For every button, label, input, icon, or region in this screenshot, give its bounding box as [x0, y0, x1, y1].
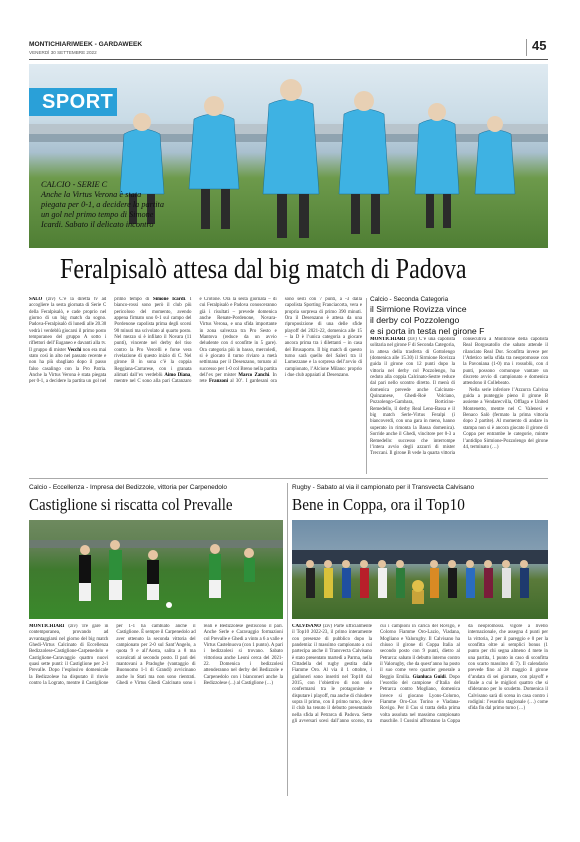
side-title-line-1: il Sirmione Rovizza vince	[370, 304, 467, 314]
photo-caption	[41, 180, 166, 230]
castiglione-kicker: Calcio - Eccellenza - Impresa del Bedizzole, vittoria per Carpenedolo	[29, 484, 227, 491]
bottom-column-divider	[287, 483, 288, 796]
main-dateline: SALÒ	[29, 297, 43, 302]
scorer-name: Simone Icardi	[153, 297, 185, 302]
main-article-body: SALÒ (ziv) C’è la diretta tv ad accogliere la sesta giornata di Serie C della Feralpisalò, e cade proprio nel giorno di un big match da sogno. Padova-Feralpisalò di lunedì alle 20.30 vedrà i verdeblù giocarsi il primo posto temporaneo del gruppo A sotto i riflettori dell’Euganeo e davanti alla tv. Il gruppo di mister Vecchi non era mai stato così in alto nel passato recente e non ha più sbagliato dopo il passo falso casalingo con la Pro Patria. Anche la Virtus Verona è stata piegata per 0-1, a decidere la partita un gol nel primo tempo di Simone Icardi. I bianco-rossi sono però il club più pericoloso del momento, avendo appena firmato uno 0-1 sul campo del Pordenone capolista prima degli scorsi 90 minuti ma scivolato al quarto posto. Nel mezzo si è infilato il Novara (11 punti), vincente nel derby del tiso contro la Pro Vercelli e forse vera rivelazione di questo inizio di C. Nel girone B in sona c’è la coppia Reggiana-Carrarese, con i granata alimati dall’ex verdeblù Aimo Diana, mentre nel C sono alla pari Catanzaro e Crotone. Ora la sesta giornata – di cui Feralpisalò e Padova conosceranno già i risultati – prevede domenica anche Renate-Pordenone, Novara-Virtus Verona, e una sfida importante in zona salvezza tra Pro Sesto e Mantova (reduce da un avvio deludente con 4 sconfitte in 5 gare). Ora categoria più in basso, mercoledì, si è giocato il turno riviaro a metà settimana per il Desenzano, tornato al successo per 1-0 col Breno nella partita dell’ex per mister Marco Zanchi. In rete Franzoni al 30’. I gardesani ora sono sesti con 7 punti, a -3 dalla capolista Sporting Franciacorta, vera e propria sorpresa di primo 390 minuti. Ora il Desenzano è attesa da una riproposizione di una delle sfide playoff del 2021-22, domenica alle 15 – la D è l’unica categoria a giocare ancora prima tra i dilettanti – in casa del Brusaporto. Il big match di questo turno sarà quello del Saleri tra il Lumezzane e la sorpresa dell’avvio di campionato, l’Alcione Milano: proprio i due club appaiati al Desenzano.	[29, 297, 362, 385]
side-dateline: MONTICHIARI	[370, 337, 406, 342]
publication-name: MONTICHIARIWEEK - GARDAWEEK	[29, 41, 143, 48]
header-rule	[29, 59, 548, 60]
rugby-headline: Bene in Coppa, ora il Top10	[292, 495, 465, 514]
side-title-line-3: e si porta in testa nel girone F	[370, 326, 485, 336]
rugby-dateline: CALVISANO	[292, 624, 321, 629]
player-name: Aimo Diana	[164, 373, 191, 379]
castiglione-match-photo	[29, 520, 283, 619]
issue-date: VENERDÌ 30 SETTEMBRE 2022	[29, 49, 97, 55]
castiglione-body: MONTICHIARI (ziv) Tre gare in contemporanea, provando ad avvantaggiarsi nel giorno del big match Ghedi-Virtus Calcinato di Eccellenza Bedizzolese-Castiglione-Carpenedolo e Castiglione-Caravaggio quattro nuovi quasi sette punti: il Castiglione per 2-1 Prevalle. Dopo l’esplosivo domenicale la Bedizzolese ha disputato il rinvio contro la Lograto, mentre il Castiglione per 1-1 ha cambiato anche il Castiglione. È sempre il Carpenedolo ad aver ottenuto la seconda vittoria del campionato per 2-0 sul Sant’Angelo, a quota 9 e all’Aosta, salita a 8 ma scavalcati al secondo posto. Il pari dei mantovani a Pradoghe (vantaggio di Buonuomo 1-1 di Grandi) avvicinano anche lo Stati ma non sono rientrati. Ghedi e Virtus Ghedi Calcinato sono i reali e Bedizzolese gestiscono il pari. Anche Serle e Caravaggio formazioni col Prevalle e Ghedi a vinto a 6 a valle e Virtus Castelnuova (con 1 punto). A pari i bedizzolesi si trovano. Sabato vittoriosa anche Leoni cerca del 2021-22. Domenica i bedizzolesi attenderanno nel derby del Bedizzole e Carpenedolo con i bianconeri anche la Bedizzolese (...) al Castiglione (…)	[29, 624, 283, 687]
main-headline: Feralpisalò attesa dal big match di Padova	[60, 254, 467, 285]
page-number: 45	[532, 38, 547, 53]
rugby-body: CALVISANO (ziv) Parte ufficialmente il Top10 2022-23, il primo interamente con presenze di pubblico dopo la pandemia: il massimo campionato a cui partecipa anche il Transvecta Calvisano è stato presentato martedì a Parma, nella Cittadella del rugby gestita dalle Fiamme Oro. Al via il 1 ottobre, i gialloneri sono inseriti nel Top10 dal 2015, con l’obiettivo di non solo confermarsi tra le protagoniste e disputare i playoff, ma anche di chiudere sopra il primo, con il primo turno, dove il club ha tenuto il debutto presentando nella sfida al Petrarca di Padova. Sette gli avversari scesi dall’anno scorso, tra cui i campioni in carica del Rovigo, e Colorno Fiamme Oro-Lazio, Viadana, Mogliano e Valorugby. Il Calvisano ha chiuso il girone di Coppa Italia al secondo posto con 9 punti, dietro al Petrarca: sabato il debutto interno contro il Valorugby, che da quest’anno ha posto il suo come vero quartier generale a Reggio Emilia. Gianluca Guidi. Dopo l’esordio del campione d’Italia del Petrarca contro Mogliano, domenica invece si giocano Lyons-Colorno, Fiamme Oro-Cus Torino e Viadana-Rovigo. Per il Cus si tratta della prima volta assoluta nel massimo campionato maschile. I Cussini affrontano la Coppa da neopromossi. vigore a livello internazionale, che assegna 4 punti per la vittoria, 2 per il pareggio e 0 per la sconfitta oltre ai semplici bonus (1 punto per chi segna almeno 4 mete in una partita, 1 punto in caso di sconfitta con scarto massimo di 7). Il calendario prevede fino al 28 maggio il girone d’andata di sei giornate, con playoff e finale a cui le migliori quattro che si sfideranno per lo scudetto. Domenica il Calvisano sarà di scena in casa contro i rodigini: l’esordio stagionale (…) come sfida fin dal primo turno (…)	[292, 624, 548, 725]
side-article-divider	[366, 298, 367, 474]
castiglione-dateline: MONTICHIARI	[29, 624, 65, 629]
coach-name-2: Marco Zanchi	[238, 373, 270, 379]
rugby-team-photo	[292, 520, 548, 619]
castiglione-headline: Castiglione si riscatta col Prevalle	[29, 495, 233, 514]
rugby-coach: Gianluca Guidi	[412, 674, 446, 680]
running-header	[29, 38, 549, 60]
section-rule	[29, 478, 548, 479]
side-article-body: MONTICHIARI (ziv) C’è una capolista solitaria nel girone F di Seconda Categoria, in attesa della trasferta di Gottolengo (domenica alle 15.30) il Sirmione Rovizza guida il girone con 12 punti dopo la vittoria nel derby col Pozzolengo, ha ceduto alla coppia Calcinato-Sestre reduce dal pari nello scontro diretto. Il menù di domenica prevede anche Calcinato-Quinzanese, Ghedi-Roè Volciano, Pozzolengo-Gambara, Borticino-Remedello, il derby Real Leno-Bassa e il big match Serle-Virtus Feralpi (i biancoverdi, con una gara in meno, hanno superato in rimonta la Bassa domenica). Sorride anche il Ghedi, vincitore per 0-3 a Remedello: successo che interrompe l’intera avvio degli azzurri di mister Treccani. Il girone B vede la quarta vittoria consecutiva a Montirone della capolista Real Borgosatollo che sabato attende il rilanciato Real Dor. Sconfitta invece per l’Atletico nella sfida tra neopromosse con la Pavoniana (1-0) ma i rossoblù, con 4 punti, possono comunque vantare un discreto avvio di campionato e domenica attendono il Collebeato. Nella serie inferiore l’Azzurra Calvina guida a punteggio pieno il girone B assieme a Vendarecvilla, Offlaga e United Montenetto, mentre nel C Valenesi e Benaco Salò (fermato la prima vittoria dopo 2 partite). Al momento di andare in stampa non si è ancora giocato il girone di Coppa per entrambe le categorie, mintre l’antidipo Sirmione-Pozzolengo del girone 44, terminato (…)	[370, 337, 548, 457]
side-article	[370, 296, 548, 337]
section-label: SPORT	[42, 91, 114, 113]
scorer-name-2: Franzoni	[209, 379, 229, 385]
rugby-captains-illustration	[292, 520, 548, 619]
side-kicker: Calcio - Seconda Categoria	[370, 296, 449, 303]
caption-body: Anche la Virtus Verona è stata piegata per 0-1, a decidere la partita un gol nel primo tempo di Simone Icardi. Sabato il delicato incontro	[41, 190, 164, 229]
header-divider	[526, 39, 527, 56]
soccer-action-illustration	[29, 520, 283, 619]
side-title-line-2: il derby col Pozzolengo	[370, 315, 460, 325]
rugby-kicker: Rugby - Sabato al via il campionato per il Transvecta Calvisano	[292, 484, 475, 491]
coach-name: Vecchi	[67, 347, 82, 353]
caption-kicker: CALCIO - SERIE C	[41, 180, 108, 189]
